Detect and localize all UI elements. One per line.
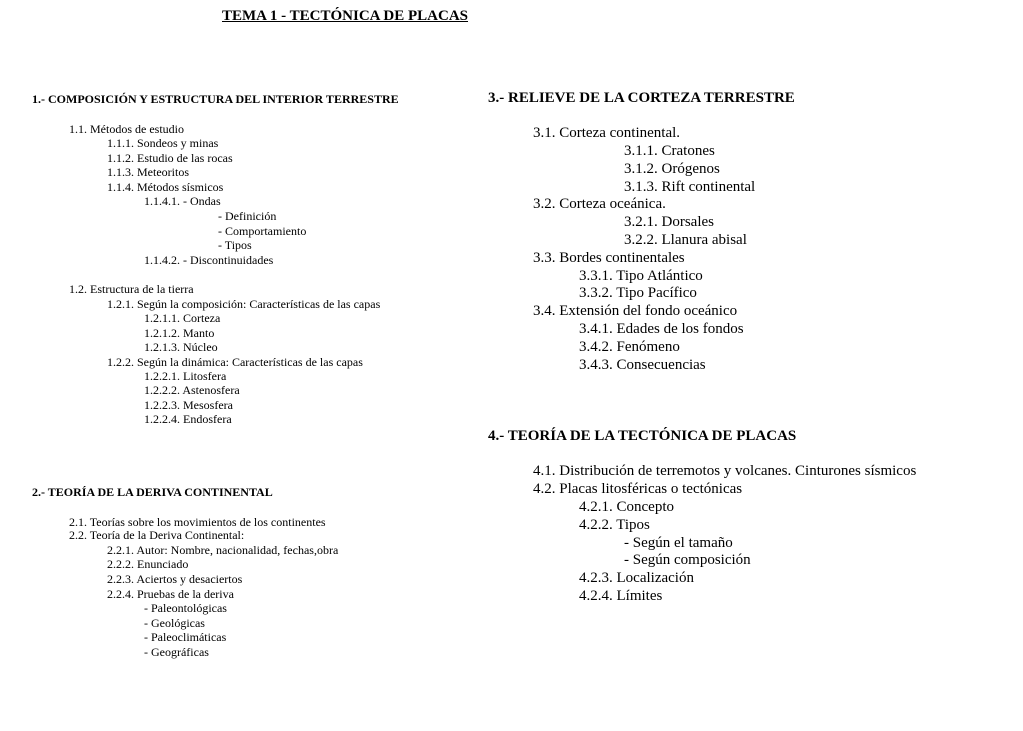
list-item: 1.1.4.1. - Ondas: [144, 194, 221, 208]
list-item: 3.1.1. Cratones: [624, 143, 715, 159]
list-item: - Paleoclimáticas: [144, 630, 227, 644]
list-item: 3.3.1. Tipo Atlántico: [579, 268, 703, 284]
section-3-heading: 3.- RELIEVE DE LA CORTEZA TERRESTRE: [488, 90, 795, 106]
list-item: 1.2.2.1. Litosfera: [144, 369, 227, 383]
list-item: 2.1. Teorías sobre los movimientos de los continentes: [69, 515, 326, 529]
list-item: 4.2.3. Localización: [579, 570, 694, 586]
list-item: 3.1.3. Rift continental: [624, 179, 756, 195]
list-item: 1.2.1.2. Manto: [144, 326, 215, 340]
list-item: 3.3. Bordes continentales: [533, 250, 685, 266]
list-item: 2.2.2. Enunciado: [107, 557, 189, 571]
list-item: - Tipos: [218, 238, 252, 252]
list-item: 3.4.2. Fenómeno: [579, 339, 680, 355]
list-item: 3.3.2. Tipo Pacífico: [579, 285, 697, 301]
list-item: 1.2. Estructura de la tierra: [69, 282, 194, 296]
list-item: 3.4.1. Edades de los fondos: [579, 321, 744, 337]
list-item: 2.2.3. Aciertos y desaciertos: [107, 572, 243, 586]
list-item: 3.2.2. Llanura abisal: [624, 232, 747, 248]
section-2-heading: 2.- TEORÍA DE LA DERIVA CONTINENTAL: [32, 485, 273, 499]
list-item: - Geográficas: [144, 645, 209, 659]
list-item: 1.2.2.2. Astenosfera: [144, 383, 240, 397]
list-item: 1.1.4. Métodos sísmicos: [107, 180, 224, 194]
list-item: 1.2.2.3. Mesosfera: [144, 398, 233, 412]
list-item: 1.1.1. Sondeos y minas: [107, 136, 219, 150]
list-item: - Según composición: [624, 552, 751, 568]
list-item: 1.1.3. Meteoritos: [107, 165, 189, 179]
section-4-heading: 4.- TEORÍA DE LA TECTÓNICA DE PLACAS: [488, 428, 797, 444]
list-item: 1.2.1.1. Corteza: [144, 311, 221, 325]
list-item: 4.2.4. Límites: [579, 588, 663, 604]
list-item: 2.2.4. Pruebas de la deriva: [107, 587, 234, 601]
list-item: 2.2. Teoría de la Deriva Continental:: [69, 528, 245, 542]
list-item: - Según el tamaño: [624, 535, 733, 551]
list-item: 3.1. Corteza continental.: [533, 125, 681, 141]
list-item: 3.1.2. Orógenos: [624, 161, 720, 177]
list-item: 4.2.1. Concepto: [579, 499, 674, 515]
list-item: 1.2.1.3. Núcleo: [144, 340, 218, 354]
list-item: 4.2.2. Tipos: [579, 517, 650, 533]
list-item: 4.2. Placas litosféricas o tectónicas: [533, 481, 743, 497]
list-item: - Comportamiento: [218, 224, 307, 238]
list-item: 3.2.1. Dorsales: [624, 214, 714, 230]
list-item: 3.4. Extensión del fondo oceánico: [533, 303, 738, 319]
document-title: TEMA 1 - TECTÓNICA DE PLACAS: [222, 8, 469, 24]
list-item: 1.1.4.2. - Discontinuidades: [144, 253, 274, 267]
list-item: 1.1.2. Estudio de las rocas: [107, 151, 233, 165]
list-item: 3.4.3. Consecuencias: [579, 357, 706, 373]
list-item: - Paleontológicas: [144, 601, 227, 615]
list-item: - Definición: [218, 209, 277, 223]
list-item: 1.2.2. Según la dinámica: Características de las capas: [107, 355, 363, 369]
list-item: - Geológicas: [144, 616, 205, 630]
list-item: 3.2. Corteza oceánica.: [533, 196, 666, 212]
list-item: 4.1. Distribución de terremotos y volcanes. Cinturones sísmicos: [533, 463, 917, 479]
section-1-heading: 1.- COMPOSICIÓN Y ESTRUCTURA DEL INTERIOR TERRESTRE: [32, 92, 399, 106]
list-item: 2.2.1. Autor: Nombre, nacionalidad, fechas,obra: [107, 543, 339, 557]
list-item: 1.2.1. Según la composición: Características de las capas: [107, 297, 381, 311]
list-item: 1.2.2.4. Endosfera: [144, 412, 232, 426]
list-item: 1.1. Métodos de estudio: [69, 122, 184, 136]
